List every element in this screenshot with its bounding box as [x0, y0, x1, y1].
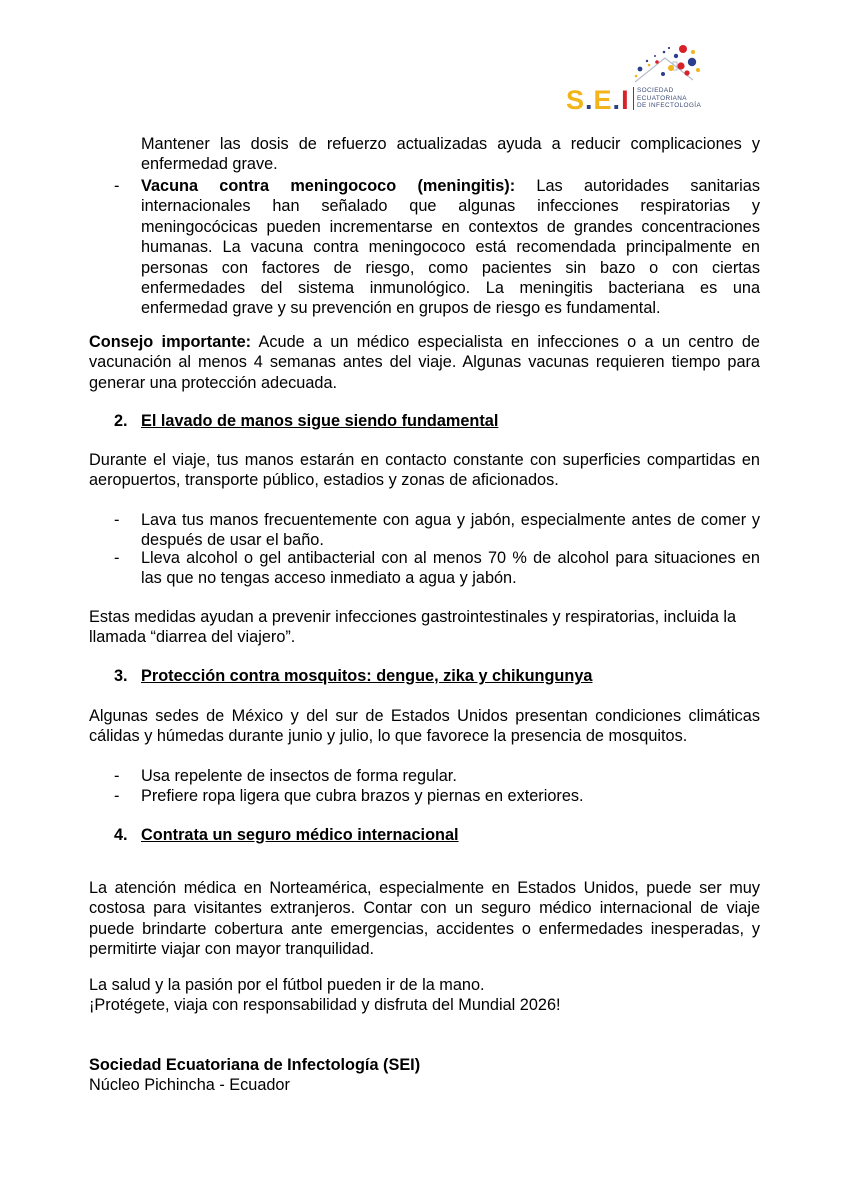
tip-paragraph [89, 332, 760, 393]
section-heading: 2. El lavado de manos sigue siendo fundamental [114, 412, 499, 430]
sei-logo-letters: S.E.I [566, 85, 630, 115]
list-item: Lava tus manos frecuentemente con agua y jabón, especialmente antes de comer y después de usar el baño. [141, 511, 760, 550]
sei-logo-text: SOCIEDAD ECUATORIANA DE INFECTOLOGÍA [633, 87, 717, 110]
section-heading: 4. Contrata un seguro médico internacional [114, 826, 459, 844]
meningo-title: Vacuna contra meningococo (meningitis): [141, 177, 516, 195]
sei-logo [565, 40, 715, 120]
section-outro: Estas medidas ayudan a prevenir infecciones gastrointestinales y respiratorias, incluida la llamada “diarrea del viajero”. [89, 608, 737, 647]
tip-label: Consejo importante: [89, 333, 252, 351]
meningo-bullet [141, 176, 760, 319]
signature-org: Sociedad Ecuatoriana de Infectología (SEI) [89, 1056, 421, 1074]
list-item: Lleva alcohol o gel antibacterial con al menos 70 % de alcohol para situaciones en las que no tengas acceso inmediato a agua y jabón. [141, 549, 760, 588]
section-heading: 3. Protección contra mosquitos: dengue, zika y chikungunya [114, 667, 593, 685]
intro-continuation: Mantener las dosis de refuerzo actualizadas ayuda a reducir complicaciones y enfermedad grave. [141, 135, 760, 174]
section-intro: La atención médica en Norteamérica, especialmente en Estados Unidos, puede ser muy costosa para visitantes extranjeros. Contar con un seguro médico internacional de viaje puede brindarte cobertura ante emergencias, accidentes o enfermedades inesperadas, y permitirte viajar con mayor tranquilidad. [89, 879, 760, 959]
list-dash: - [114, 767, 120, 785]
section-intro: Algunas sedes de México y del sur de Estados Unidos presentan condiciones climáticas cálidas y húmedas durante junio y julio, lo que favorece la presencia de mosquitos. [89, 707, 760, 746]
signature-branch: Núcleo Pichincha - Ecuador [89, 1076, 290, 1094]
list-dash: - [114, 549, 120, 567]
list-dash: - [114, 511, 120, 529]
list-dash: - [114, 177, 120, 195]
closing-line: La salud y la pasión por el fútbol pueden ir de la mano. [89, 976, 485, 994]
section-intro: Durante el viaje, tus manos estarán en contacto constante con superficies compartidas en aeropuertos, transporte público, estadios y zonas de aficionados. [89, 451, 760, 490]
meningo-text: Las autoridades sanitarias internacionales han señalado que algunas infecciones respiratorias y meningocócicas pueden incrementarse en contextos de grandes concentraciones humanas. La vacuna contra meningococo está recomendada principalmente en personas con factores de riesgo, como pacientes sin bazo o con ciertas enfermedades del sistema inmunológico. La meningitis bacteriana es una enfermedad grave y su prevención en grupos de riesgo es fundamental. [141, 177, 760, 318]
closing-line: ¡Protégete, viaja con responsabilidad y disfruta del Mundial 2026! [89, 996, 561, 1014]
tip-text: Acude a un médico especialista en infecciones o a un centro de vacunación al menos 4 semanas antes del viaje. Algunas vacunas requieren tiempo para generar una protección adecuada. [89, 333, 760, 392]
list-dash: - [114, 787, 120, 805]
list-item: Usa repelente de insectos de forma regular. [141, 767, 457, 785]
list-item: Prefiere ropa ligera que cubra brazos y piernas en exteriores. [141, 787, 584, 805]
